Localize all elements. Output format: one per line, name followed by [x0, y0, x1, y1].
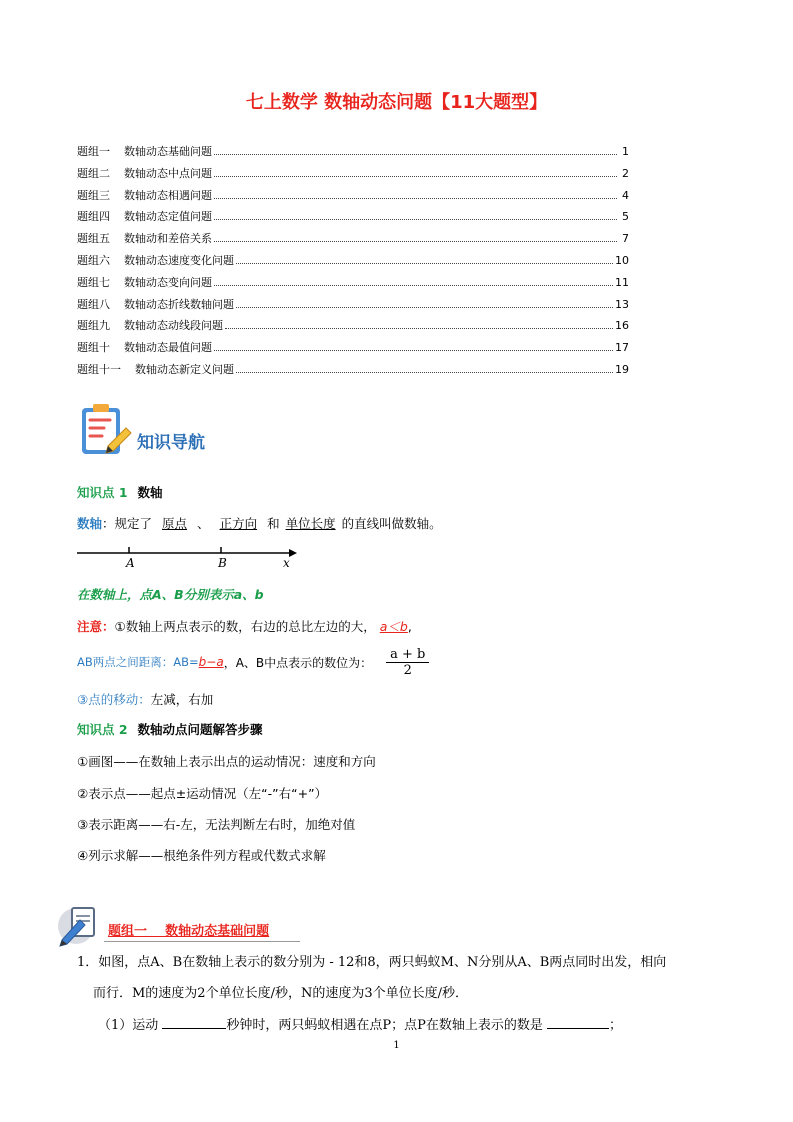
toc-entry[interactable]: [77, 339, 629, 361]
def-colon: ：规定了: [102, 516, 153, 531]
note1-end: ,: [407, 619, 412, 634]
toc-entry[interactable]: [77, 165, 629, 187]
toc-leader-dots: [236, 307, 613, 308]
question-1-line3: [98, 1011, 748, 1041]
def-sep2: 和: [267, 516, 280, 531]
knowledge-nav-title: 知识导航: [137, 433, 205, 453]
def-sep1: 、: [197, 516, 210, 531]
move-text: 左减，右加: [150, 692, 214, 707]
toc-entry[interactable]: [77, 361, 629, 383]
toc-leader-dots: [214, 241, 617, 242]
toc-entry[interactable]: [77, 143, 629, 165]
kp2-prefix: 知识点 2: [77, 722, 128, 737]
question-1-line1: 1．如图，点A、B在数轴上表示的数分别为 - 12和8，两只蚂蚁M、N分别从A、B两点同时出发，相向: [77, 955, 667, 970]
toc-entry-page: 13: [615, 297, 629, 311]
toc-leader-dots: [214, 285, 613, 286]
clipboard-pen-icon: [78, 402, 134, 458]
toc-entry-page: 5: [622, 210, 629, 224]
kp1-note: [77, 617, 412, 635]
toc-entry-label: 题组二 数轴动态中点问题: [77, 166, 212, 180]
toc-entry-page: 7: [622, 232, 629, 246]
toc-entry-page: 16: [615, 319, 629, 333]
kp2-step: ③表示距离——右-左，无法判断左右时，加绝对值: [77, 817, 356, 832]
toc-entry-label: 题组十 数轴动态最值问题: [77, 341, 212, 355]
toc-entry-page: 2: [622, 166, 629, 180]
toc-entry-label: 题组六 数轴动态速度变化问题: [77, 253, 234, 267]
fraction-numerator: a + b: [386, 647, 429, 663]
q1-part-a: （1）运动: [98, 1018, 163, 1033]
kp1-green-line: 在数轴上，点A、B分别表示a、b: [77, 587, 264, 602]
q1-part-b: 秒钟时，两只蚂蚁相遇在点P；点P在数轴上表示的数是: [226, 1018, 548, 1033]
dist-red: b−a: [198, 655, 224, 669]
page-number: 1: [393, 1040, 400, 1051]
dist-mid: ，A、B中点表示的数位为：: [223, 655, 373, 670]
document-pencil-icon: [56, 902, 104, 948]
fraction-denominator: 2: [403, 662, 412, 678]
toc-entry-page: 19: [615, 362, 629, 376]
toc-entry-label: 题组三 数轴动态相遇问题: [77, 188, 212, 202]
toc-leader-dots: [236, 263, 613, 264]
question-1-line2: 而行．M的速度为2个单位长度/秒，N的速度为3个单位长度/秒．: [93, 986, 468, 1001]
page-title: 七上数学 数轴动态问题【11大题型】: [245, 92, 548, 113]
kp2-title: 数轴动点问题解答步骤: [137, 722, 263, 737]
toc-entry[interactable]: [77, 296, 629, 318]
def-label: 数轴: [77, 516, 103, 531]
kp1-prefix: 知识点 1: [77, 485, 128, 500]
toc-entry-label: 题组十一 数轴动态新定义问题: [77, 362, 234, 376]
toc-entry[interactable]: [77, 187, 629, 209]
toc-leader-dots: [236, 372, 613, 373]
kp1-distance: [77, 643, 429, 681]
kp1-definition: [77, 514, 442, 532]
axis-label-x: x: [283, 556, 290, 570]
kp2-step: ①画图——在数轴上表示出点的运动情况：速度和方向: [77, 754, 376, 769]
note-label: 注意：: [77, 619, 115, 634]
toc-leader-dots: [214, 219, 617, 220]
toc-leader-dots: [214, 198, 617, 199]
blank-origin: 原点: [162, 516, 188, 531]
toc-entry-label: 题组八 数轴动态折线数轴问题: [77, 297, 234, 311]
toc-leader-dots: [214, 350, 613, 351]
toc-entry[interactable]: [77, 252, 629, 274]
toc-leader-dots: [225, 328, 613, 329]
toc-entry-page: 4: [622, 188, 629, 202]
q1-part-c: ；: [609, 1018, 623, 1033]
section-title: 题组一 数轴动态基础问题: [108, 924, 270, 939]
kp1-move: [77, 690, 213, 708]
kp1-title: 数轴: [137, 485, 163, 500]
note1-text: ①数轴上两点表示的数，右边的总比左边的大，: [114, 619, 376, 634]
note1-red: a＜b: [379, 619, 408, 634]
kp2-heading: [77, 720, 263, 738]
blank-direction: 正方向: [219, 516, 258, 531]
kp2-step: ④列示求解——根绝条件列方程或代数式求解: [77, 848, 326, 863]
toc-entry-page: 10: [615, 253, 629, 267]
toc-entry-page: 17: [615, 341, 629, 355]
move-label: ③点的移动：: [77, 692, 151, 707]
dist-label: AB两点之间距离：AB=: [77, 655, 199, 669]
toc-entry-label: 题组五 数轴动和差倍关系: [77, 232, 212, 246]
number-line: [77, 543, 307, 573]
answer-blank-time[interactable]: [162, 1014, 226, 1029]
toc-entry-label: 题组七 数轴动态变向问题: [77, 275, 212, 289]
toc-entry[interactable]: [77, 317, 629, 339]
kp2-step: ②表示点——起点±运动情况（左“-”右“+”）: [77, 786, 328, 801]
table-of-contents: [77, 143, 629, 383]
toc-entry-label: 题组四 数轴动态定值问题: [77, 210, 212, 224]
axis-label-a: A: [126, 556, 135, 570]
axis-label-b: B: [218, 556, 227, 570]
toc-entry[interactable]: [77, 208, 629, 230]
blank-unit: 单位长度: [285, 516, 336, 531]
answer-blank-point[interactable]: [547, 1014, 609, 1029]
toc-entry-page: 1: [622, 145, 629, 158]
toc-leader-dots: [214, 176, 617, 177]
midpoint-fraction: [386, 647, 429, 678]
toc-entry[interactable]: [77, 274, 629, 296]
toc-entry-label: 题组一 数轴动态基础问题: [77, 145, 212, 158]
toc-leader-dots: [214, 154, 617, 155]
toc-entry-page: 11: [615, 275, 629, 289]
def-end: 的直线叫做数轴。: [341, 516, 442, 531]
section-underline: [104, 941, 300, 942]
toc-entry[interactable]: [77, 230, 629, 252]
kp1-heading: [77, 483, 163, 501]
toc-entry-label: 题组九 数轴动态动线段问题: [77, 319, 223, 333]
